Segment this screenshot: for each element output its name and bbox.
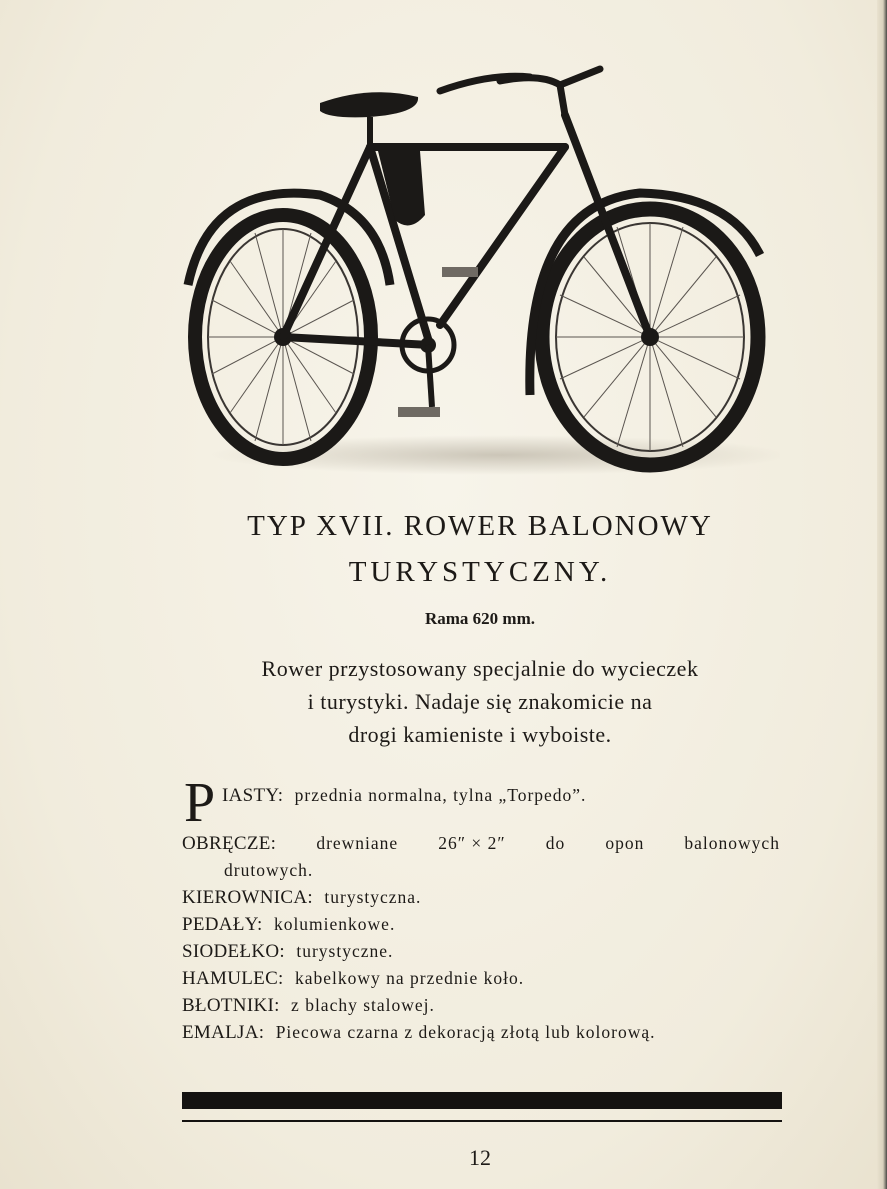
divider-thin — [182, 1120, 782, 1122]
spec-pedals — [182, 911, 782, 938]
spec-key: SIODEŁKO: — [182, 941, 285, 962]
spec-key: KIEROWNICA: — [182, 887, 314, 908]
page-edge — [877, 0, 887, 1189]
divider-thick — [182, 1092, 782, 1109]
spec-value: turystyczna. — [324, 887, 422, 907]
frame-size: Rama 620 mm. — [424, 609, 535, 628]
spec-value: z blachy stalowej. — [291, 995, 435, 1015]
spec-value: kolumienkowe. — [273, 914, 396, 934]
spec-value-word: opon — [605, 833, 645, 853]
page-number: 12 — [469, 1145, 491, 1170]
spec-value-word: 26″ × 2″ — [438, 833, 506, 853]
spec-value: przednia normalna, tylna „Torpedo”. — [294, 785, 587, 805]
description-line: i turystyki. Nadaje się znakomicie na — [307, 689, 653, 714]
spec-key: IASTY: — [222, 785, 284, 806]
spec-key: HAMULEC: — [182, 968, 284, 989]
spec-value-word: balonowych — [684, 833, 780, 853]
drop-cap: P — [184, 772, 216, 834]
spec-value: turystyczne. — [296, 941, 394, 961]
spec-saddle — [182, 938, 782, 965]
product-description — [140, 652, 820, 751]
spec-value: Piecowa czarna z dekoracją złotą lub kolorową. — [275, 1022, 656, 1042]
product-title-line2: TURYSTYCZNY. — [348, 556, 612, 588]
description-line: drogi kamieniste i wyboiste. — [348, 722, 612, 747]
spec-enamel — [182, 1019, 782, 1046]
description-line: Rower przystosowany specjalnie do wycieczek — [261, 656, 699, 681]
spec-key: BŁOTNIKI: — [182, 995, 280, 1016]
spec-value-continued: drutowych. — [224, 860, 314, 880]
spec-key: PEDAŁY: — [182, 914, 263, 935]
spec-key: OBRĘCZE: — [182, 833, 277, 854]
product-title: TYP XVII. ROWER BALONOWY — [247, 510, 713, 542]
spec-key: EMALJA: — [182, 1022, 265, 1043]
spec-value: kabelkowy na przednie koło. — [294, 968, 525, 988]
spec-brake — [182, 965, 782, 992]
spec-rims — [182, 830, 782, 884]
spec-handlebar — [182, 884, 782, 911]
spec-value-word: drewniane — [316, 833, 399, 853]
bicycle-photo — [170, 55, 780, 485]
spec-fenders — [182, 992, 782, 1019]
spec-value-word: do — [545, 833, 566, 853]
spec-hubs — [182, 772, 782, 834]
spec-list — [182, 772, 782, 1046]
